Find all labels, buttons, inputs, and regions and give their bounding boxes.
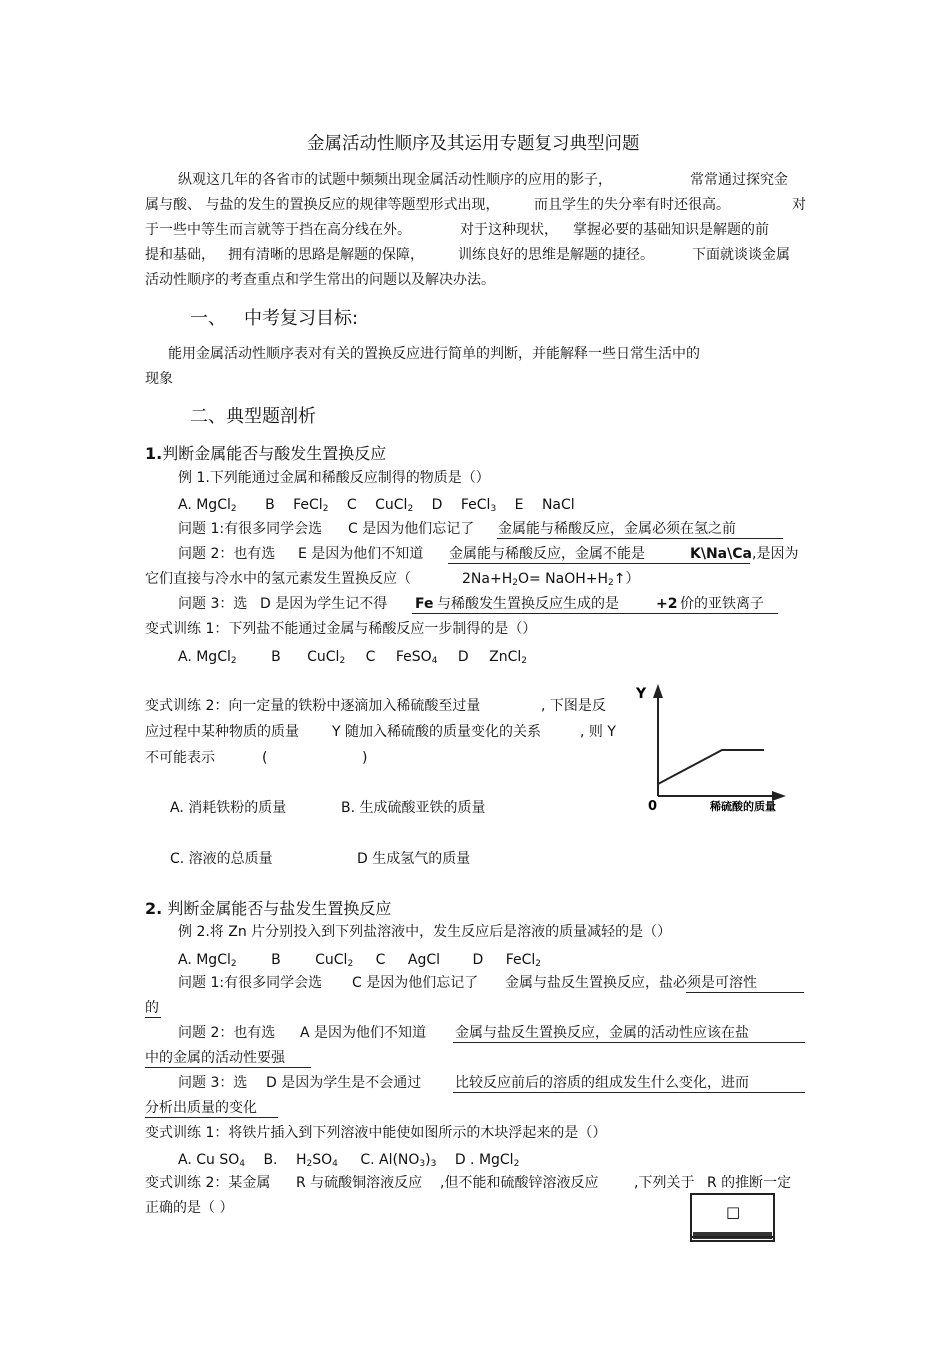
variant-2-1-options: A. Cu $SO_4$ B. $H_2SO_4$ C. $Al(NO_3)_3$ D . MgCl$_2$ [178, 1152, 520, 1169]
intro-text: 掌握必要的基础知识是解题的前 [573, 222, 769, 238]
intro-text: 拥有清晰的思路是解题的保障， [228, 247, 424, 263]
variant-2-2: 正确的是（ ） [145, 1200, 234, 1216]
variant-1-2: ( [262, 750, 268, 766]
question-2-1: 问题 1:有很多同学会选 [178, 975, 323, 991]
equation: $2Na+H_2O=$ $NaOH+H_2↑$） [462, 571, 640, 588]
question-2-1-answer: 的 [145, 1000, 159, 1016]
question-1-3: D 是因为学生记不得 [260, 596, 388, 612]
page-title: 金属活动性顺序及其运用专题复习典型问题 [307, 134, 640, 154]
question-2-2: A 是因为他们不知道 [300, 1025, 427, 1041]
question-1-1: 问题 1:有很多同学会选 [178, 521, 323, 537]
question-2-3-answer: 分析出质量的变化 [145, 1100, 257, 1116]
intro-text: 属与酸、 与盐的发生的置换反应的规律等题型形式出现， [145, 197, 500, 213]
variant-1-2: ) [362, 750, 368, 766]
question-1-3-answer-bold: +2 [656, 596, 678, 612]
example-1: 例 1.下列能通过金属和稀酸反应制得的物质是（） [178, 470, 490, 486]
intro-text: 对于这种现状， [460, 222, 558, 238]
example-2-options: A. MgCl$_2$ B CuCl$_2$ C AgCl D FeCl$_2$ [178, 952, 542, 969]
question-1-1-answer: 金属能与稀酸反应，金属必须在氢之前 [498, 521, 736, 537]
question-2-2: 问题 2：也有选 [178, 1025, 276, 1041]
beaker-figure [690, 1193, 775, 1243]
question-1-2: 问题 2：也有选 [178, 546, 276, 562]
option-c: C. 溶液的总质量 [170, 851, 273, 867]
section1-body: 能用金属活动性顺序表对有关的置换反应进行简单的判断，并能解释一些日常生活中的 [168, 346, 700, 362]
intro-text: 对 [792, 197, 806, 213]
option-d: D 生成氢气的质量 [357, 851, 471, 867]
question-1-2: E 是因为他们不知道 [298, 546, 424, 562]
option-a: A. 消耗铁粉的质量 [170, 800, 287, 816]
question-1-2-answer: 金属能与稀酸反应，金属不能是 [449, 546, 645, 562]
variant-1-1: 变式训练 1：下列盐不能通过金属与稀酸反应一步制得的是（） [145, 621, 537, 637]
variant-1-2: 应过程中某种物质的质量 [145, 724, 299, 740]
intro-text: 常常通过探究金 [690, 172, 788, 188]
intro-text: 活动性顺序的考查重点和学生常出的问题以及解决办法。 [145, 272, 495, 288]
variant-2-2: R 的推断一定 [707, 1175, 792, 1191]
question-2-2-answer: 金属与盐反生置换反应，金属的活动性应该在盐 [455, 1025, 749, 1041]
variant-1-2: 不可能表示 [145, 750, 215, 766]
question-2-3-answer: 比较反应前后的溶质的组成发生什么变化，进而 [455, 1075, 749, 1091]
part1-heading: 1.判断金属能否与酸发生置换反应 [145, 444, 387, 463]
intro-text: 下面就谈谈金属 [692, 247, 790, 263]
wood-block-icon: □ [726, 1203, 741, 1221]
question-2-2-answer: 中的金属的活动性要强 [145, 1050, 285, 1066]
variant-1-2: , 下图是反 [541, 698, 606, 714]
intro-text: 训练良好的思维是解题的捷径。 [458, 247, 654, 263]
question-2-1: C 是因为他们忘记了 [352, 975, 479, 991]
example-1-options: A. MgCl$_2$ B FeCl$_2$ C CuCl$_2$ D FeCl$_3$ E NaCl [178, 497, 575, 514]
variant-2-2: ,但不能和硫酸锌溶液反应 [440, 1175, 599, 1191]
question-1-2-answer-bold: K\Na\Ca [690, 546, 752, 562]
origin-label: 0 [648, 799, 658, 814]
intro-text: 提和基础， [145, 247, 215, 263]
question-1-3-answer-bold: Fe [415, 596, 434, 612]
section1-body: 现象 [145, 371, 173, 387]
variant-1-2: 变式训练 2：向一定量的铁粉中逐滴加入稀硫酸至过量 [145, 698, 481, 714]
variant-1-1-options: A. MgCl$_2$ B CuCl$_2$ C FeSO$_4$ D ZnCl$_2$ [178, 649, 527, 666]
intro-text: 于一些中等生而言就等于挡在高分线在外。 [145, 222, 411, 238]
variant-2-2: 变式训练 2：某金属 [145, 1175, 271, 1191]
option-b: B. 生成硫酸亚铁的质量 [341, 800, 486, 816]
x-axis-label: 稀硫酸的质量 [710, 800, 776, 813]
question-2-1-answer: 金属与盐反生置换反应，盐必须是可溶性 [505, 975, 757, 991]
variant-1-2: , 则 Y [580, 724, 616, 740]
question-2-3: D 是因为学生是不会通过 [266, 1075, 422, 1091]
section2-heading: 二、典型题剖析 [190, 406, 316, 427]
question-1-1: C 是因为他们忘记了 [348, 521, 475, 537]
variant-2-2: R 与硫酸铜溶液反应 [296, 1175, 423, 1191]
variant-1-2: Y 随加入稀硫酸的质量变化的关系 [332, 724, 542, 740]
question-1-3-answer: 价的亚铁离子 [680, 596, 764, 612]
question-1-3: 问题 3：选 [178, 596, 248, 612]
section1-heading: 中考复习目标: [244, 308, 359, 329]
part2-heading: 2. 判断金属能否与盐发生置换反应 [145, 899, 392, 918]
section1-number: 一、 [190, 308, 226, 329]
variant-2-1: 变式训练 1：将铁片插入到下列溶液中能使如图所示的木块浮起来的是（） [145, 1125, 607, 1141]
question-2-3: 问题 3：选 [178, 1075, 248, 1091]
y-axis-label: Y [636, 686, 647, 702]
variant-2-2: ,下列关于 [634, 1175, 695, 1191]
intro-text: 纵观这几年的各省市的试题中频频出现金属活动性顺序的应用的影子， [178, 172, 612, 188]
question-1-3-answer: 与稀酸发生置换反应生成的是 [437, 596, 619, 612]
example-2: 例 2.将 Zn 片分别投入到下列盐溶液中，发生反应后是溶液的质量减轻的是（） [178, 924, 672, 940]
question-1-2: ,是因为 [752, 546, 799, 562]
intro-text: 而且学生的失分率有时还很高。 [534, 197, 730, 213]
mass-graph [630, 678, 795, 818]
question-1-2: 它们直接与冷水中的氢元素发生置换反应（ [145, 571, 411, 587]
